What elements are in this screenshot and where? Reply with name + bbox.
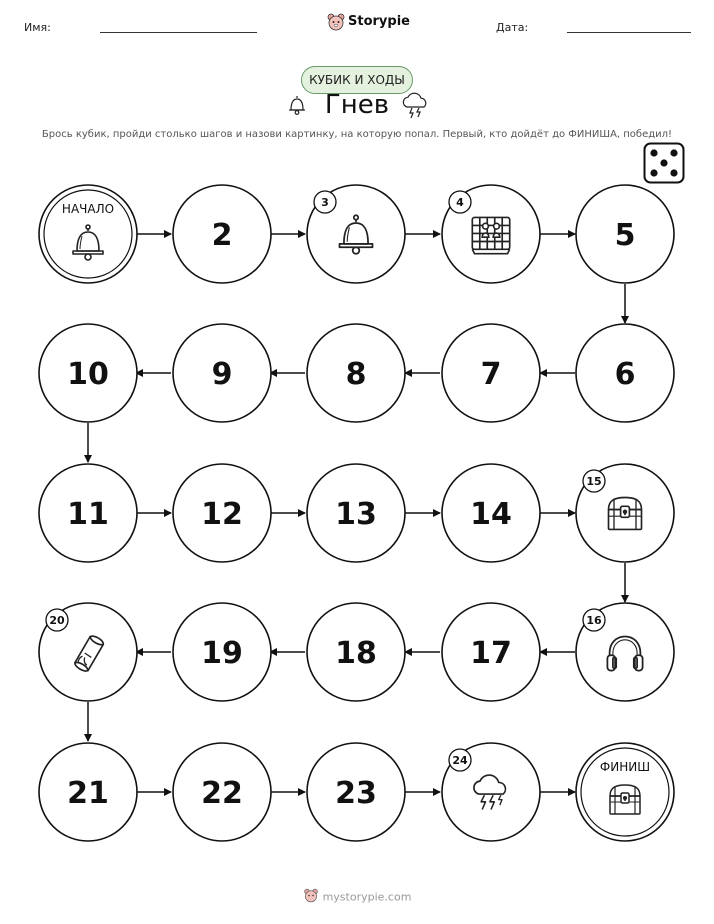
cell-number: 12	[201, 497, 243, 532]
cell-badge-number: 24	[452, 754, 468, 767]
start-label: НАЧАЛО	[61, 202, 115, 216]
date-label: Дата:	[496, 21, 529, 34]
board-cell	[576, 185, 674, 283]
cell-number: 10	[67, 357, 109, 392]
board-cell-finish	[576, 743, 674, 841]
instructions: Брось кубик, пройди столько шагов и назови картинку, на которую попал. Первый, кто дойдёт до ФИНИША, победил!	[41, 129, 673, 140]
finish-label: ФИНИШ	[599, 760, 651, 774]
cell-number: 17	[470, 636, 512, 671]
cell-number: 2	[211, 218, 233, 253]
cell-number: 11	[67, 497, 109, 532]
board-cell	[307, 464, 405, 562]
cell-badge-number: 20	[49, 614, 65, 627]
cell-number: 9	[211, 357, 233, 392]
board-cell	[442, 464, 540, 562]
cell-badge-number: 16	[586, 614, 602, 627]
cell-number: 21	[67, 776, 109, 811]
board-cell	[39, 464, 137, 562]
page-title: Гнев	[324, 90, 390, 120]
board-cell	[442, 603, 540, 701]
cell-badge-number: 4	[456, 196, 464, 209]
board-cell	[39, 743, 137, 841]
cell-number: 19	[201, 636, 243, 671]
board-cell	[173, 743, 271, 841]
board-cell	[39, 324, 137, 422]
board-cell	[576, 603, 674, 701]
board-cell	[307, 603, 405, 701]
cell-badge-number: 15	[586, 475, 602, 488]
board-cell	[173, 185, 271, 283]
board-cell	[442, 185, 540, 283]
board-cell	[39, 603, 137, 701]
storypie-logo-icon	[303, 888, 319, 906]
cell-number: 23	[335, 776, 377, 811]
board-cell	[307, 185, 405, 283]
board-cell	[173, 464, 271, 562]
cell-number: 14	[470, 497, 512, 532]
board-cell	[442, 743, 540, 841]
cell-number: 18	[335, 636, 377, 671]
cell-number: 8	[345, 357, 367, 392]
board-cell	[173, 324, 271, 422]
cell-badge-number: 3	[321, 196, 329, 209]
footer	[0, 888, 714, 906]
name-label: Имя:	[24, 21, 51, 34]
board-cell	[576, 324, 674, 422]
board-cell	[442, 324, 540, 422]
cell-number: 22	[201, 776, 243, 811]
board-cell	[307, 743, 405, 841]
board-cell	[173, 603, 271, 701]
cell-number: 7	[480, 357, 502, 392]
board-cell-start	[39, 185, 137, 283]
board-cell	[307, 324, 405, 422]
footer-url: mystorypie.com	[322, 890, 412, 904]
board-cell	[576, 464, 674, 562]
cell-number: 5	[614, 218, 636, 253]
cell-number: 13	[335, 497, 377, 532]
cell-number: 6	[614, 357, 636, 392]
brand-name: Storypie	[348, 14, 410, 29]
game-type-badge: КУБИК И ХОДЫ	[301, 66, 413, 94]
